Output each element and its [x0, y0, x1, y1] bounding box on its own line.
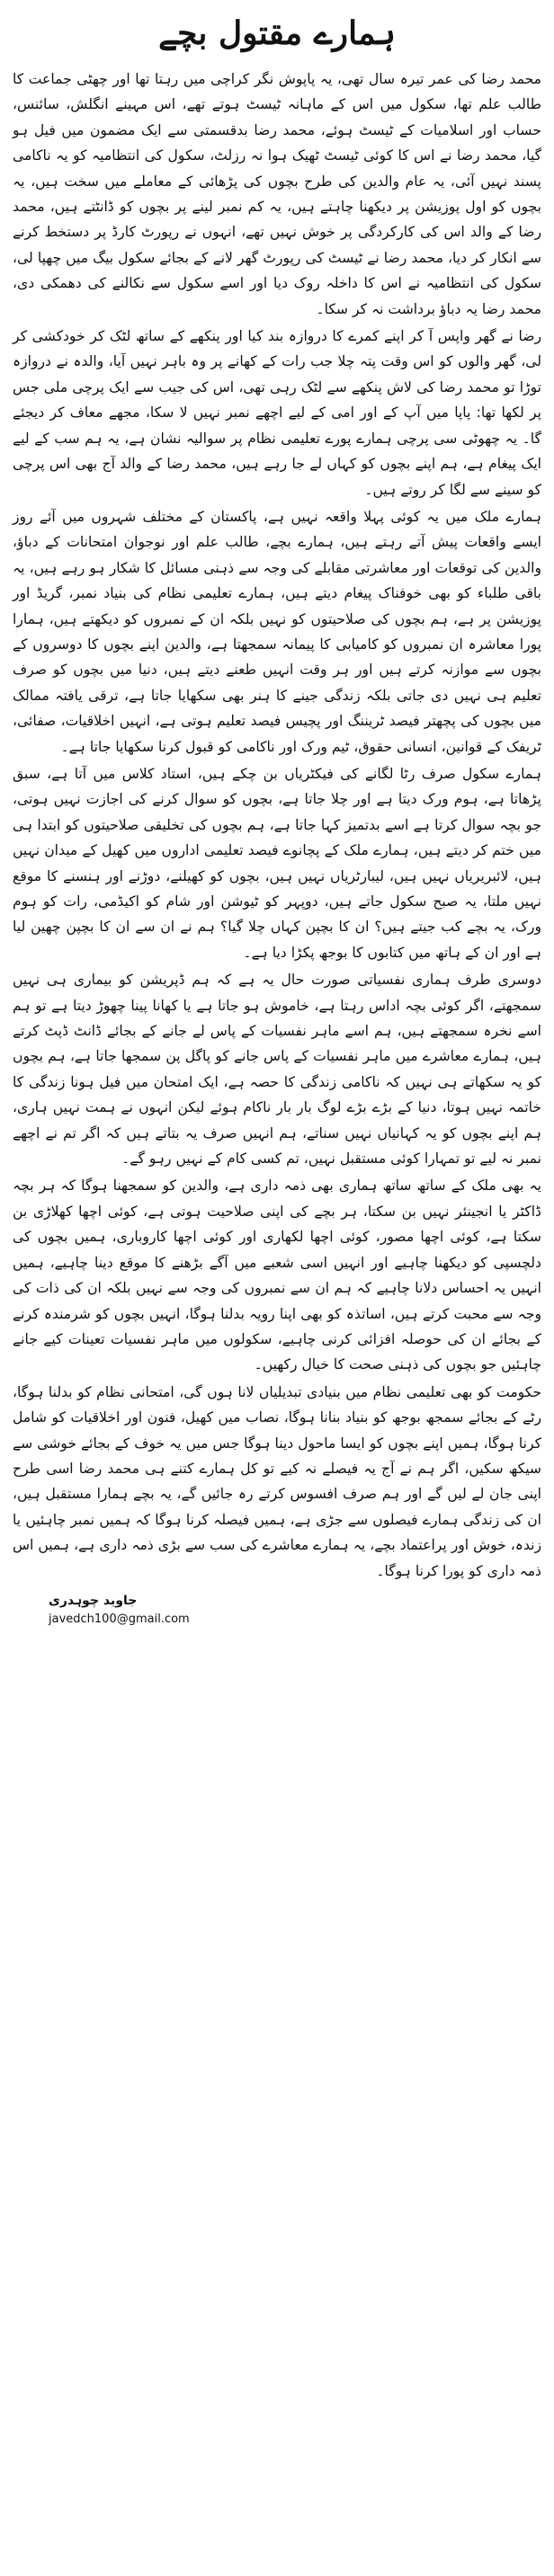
article-paragraph: ہمارے ملک میں یہ کوئی پہلا واقعہ نہیں ہے، پاکستان کے مختلف شہروں میں آئے روز ایسے واقعات پیش آتے رہتے ہیں، ہمارے بچے، طالب علم اور نوجوان امتحانات کے دباؤ، والدین کی توقعات اور معاشرتی مقابلے کی وجہ سے ذہنی مسائل کا شکار ہو رہے ہیں، یہ باقی طلباء کو بھی خوفناک پیغام دیتے ہیں، ہمارے تعلیمی نظام کی بنیاد نمبر، گریڈ اور پوزیشن پر ہے، ہم بچوں کی صلاحیتوں کو نہیں بلکہ ان کے نمبروں کو دیکھتے ہیں، ہمارا پورا معاشرہ ان نمبروں کو کامیابی کا پیمانہ سمجھتا ہے، والدین اپنے بچوں کا دوسروں کے بچوں سے موازنہ کرتے ہیں اور ہر وقت انہیں طعنے دیتے ہیں، دنیا میں بچوں کو صرف تعلیم ہی نہیں دی جاتی بلکہ زندگی جینے کا ہنر بھی سکھایا جاتا ہے، ترقی یافتہ ممالک میں بچوں کی پچھتر فیصد ٹریننگ اور پچیس فیصد تعلیم ہوتی ہے، انہیں اخلاقیات، صفائی، ٹریفک کے قوانین، انسانی حقوق، ٹیم ورک اور ناکامی کو قبول کرنا سکھایا جاتا ہے۔: [13, 508, 541, 755]
article-paragraph: یہ بھی ملک کے ساتھ ساتھ ہماری بھی ذمہ داری ہے، والدین کو سمجھنا ہوگا کہ ہر بچہ ڈاکٹر یا انجینئر نہیں بن سکتا، ہر بچے کی اپنی صلاحیت ہوتی ہے، کوئی اچھا کھلاڑی بن سکتا ہے، کوئی اچھا مصور، کوئی اچھا لکھاری اور کوئی اچھا کاروباری، ہمیں بچوں کی دلچسپی کو دیکھنا چاہیے اور انہیں اسی شعبے میں آگے بڑھنے کا موقع دینا چاہیے، ہمیں انہیں یہ احساس دلانا چاہیے کہ ہم ان سے نمبروں کی وجہ سے نہیں بلکہ ان کی ذات کی وجہ سے محبت کرتے ہیں، اساتذہ کو بھی اپنا رویہ بدلنا ہوگا، انہیں بچوں کو شرمندہ کرنے کے بجائے ان کی حوصلہ افزائی کرنی چاہیے، سکولوں میں ماہر نفسیات تعینات کیے جانے چاہئیں جو بچوں کی ذہنی صحت کا خیال رکھیں۔: [13, 1177, 541, 1373]
article-paragraph: حکومت کو بھی تعلیمی نظام میں بنیادی تبدیلیاں لانا ہوں گی، امتحانی نظام کو بدلنا ہوگا، رٹے کے بجائے سمجھ بوجھ کو بنیاد بنانا ہوگا، نصاب میں کھیل، فنون اور اخلاقیات کو شامل کرنا ہوگا، ہمیں اپنے بچوں کو ایسا ماحول دینا ہوگا جس میں یہ خوف کے بجائے خوشی سے سیکھ سکیں، اگر ہم نے آج یہ فیصلے نہ کیے تو کل ہمارے کتنے ہی محمد رضا اسی طرح اپنی جان لے لیں گے اور ہم صرف افسوس کرتے رہ جائیں گے، یہ بچے ہمارا مستقبل ہیں، ان کی زندگی ہمارے فیصلوں سے جڑی ہے، ہمیں فیصلہ کرنا ہوگا کہ ہمیں نمبر چاہئیں یا زندہ، خوش اور پراعتماد بچے، یہ ہمارے معاشرے کی سب سے بڑی ذمہ داری ہے، ہمیں اس ذمہ داری کو پورا کرنا ہوگا۔: [13, 1383, 541, 1579]
article-paragraph: محمد رضا کی عمر تیرہ سال تھی، یہ پاپوش نگر کراچی میں رہتا تھا اور چھٹی جماعت کا طالب علم تھا، سکول میں اس کے ماہانہ ٹیسٹ ہوتے تھے، اس مہینے انگلش، سائنس، حساب اور اسلامیات کے ٹیسٹ ہوئے، محمد رضا بدقسمتی سے ایک مضمون میں فیل ہو گیا، محمد رضا نے اس کا کوئی ٹیسٹ ٹھیک ہوا نہ رزلٹ، سکول کی انتظامیہ کو یہ ناکامی پسند نہیں آئی، یہ عام والدین کی طرح بچوں کی پڑھائی کے معاملے میں سخت ہیں، یہ بچوں کو اول پوزیشن پر دیکھنا چاہتے ہیں، یہ کم نمبر لینے پر بچوں کو ڈانٹتے ہیں، محمد رضا کے والد اس کی کارکردگی پر خوش نہیں تھے، انہوں نے رپورٹ کارڈ پر دستخط کرنے سے انکار کر دیا، محمد رضا نے ٹیسٹ کی رپورٹ گھر لانے کے بجائے سکول بیگ میں چھپا لی، سکول کی انتظامیہ نے اس کا داخلہ روک دیا اور اسے سکول سے نکالنے کی دھمکی دی، محمد رضا یہ دباؤ برداشت نہ کر سکا۔: [13, 71, 541, 317]
article-paragraph: دوسری طرف ہماری نفسیاتی صورت حال یہ ہے کہ ہم ڈپریشن کو بیماری ہی نہیں سمجھتے، اگر کوئی بچہ اداس رہتا ہے، خاموش ہو جاتا ہے یا کھانا پینا چھوڑ دیتا ہے تو ہم اسے نخرہ سمجھتے ہیں، ہم اسے ماہر نفسیات کے پاس لے جانے کے بجائے ڈانٹ ڈپٹ کرتے ہیں، ہمارے معاشرے میں ماہر نفسیات کے پاس جانے کو پاگل پن سمجھا جاتا ہے، ہم بچوں کو یہ سکھاتے ہی نہیں کہ ناکامی زندگی کا حصہ ہے، ایک امتحان میں فیل ہونا زندگی کا خاتمہ نہیں ہوتا، دنیا کے بڑے بڑے لوگ بار بار ناکام ہوئے لیکن انہوں نے ہمت نہیں ہاری، ہم اپنے بچوں کو یہ کہانیاں نہیں سناتے، ہم انہیں صرف یہ بتاتے ہیں کہ اگر تم نے اچھے نمبر نہ لیے تو تمہارا کوئی مستقبل نہیں، تم کسی کام کے نہیں رہو گے۔: [13, 972, 541, 1168]
article-body: [13, 67, 541, 1584]
article-paragraph: ہمارے سکول صرف رٹا لگانے کی فیکٹریاں بن چکے ہیں، استاد کلاس میں آتا ہے، سبق پڑھاتا ہے، ہوم ورک دیتا ہے اور چلا جاتا ہے، بچوں کو سوال کرنے کی اجازت نہیں ہوتی، جو بچہ سوال کرتا ہے اسے بدتمیز کہا جاتا ہے، ہم بچوں کی تخلیقی صلاحیتوں کو ابتدا ہی میں ختم کر دیتے ہیں، ہمارے ملک کے پچانوے فیصد تعلیمی اداروں میں کھیل کے میدان نہیں ہیں، لائبریریاں نہیں ہیں، لیبارٹریاں نہیں ہیں، بچوں کو کھیلنے، دوڑنے اور ہنسنے کا موقع نہیں ملتا، یہ صبح سکول جاتے ہیں، دوپہر کو ٹیوشن اور شام کو اکیڈمی، رات کو ہوم ورک، یہ بچے کب جیتے ہیں؟ ان کا بچپن کہاں چلا گیا؟ ہم نے ان سے ان کا بچپن چھین لیا ہے اور ان کے ہاتھ میں کتابوں کا بوجھ پکڑا دیا ہے۔: [13, 765, 541, 961]
article-paragraph: رضا نے گھر واپس آ کر اپنے کمرے کا دروازہ بند کیا اور پنکھے کے ساتھ لٹک کر خودکشی کر لی، گھر والوں کو اس وقت پتہ چلا جب رات کے کھانے پر وہ باہر نہیں آیا، والدہ نے دروازہ توڑا تو محمد رضا کی لاش پنکھے سے لٹک رہی تھی، اس کی جیب سے ایک پرچی ملی جس پر لکھا تھا: پاپا میں آپ کے اور امی کے لیے اچھے نمبر نہیں لا سکا، مجھے معاف کر دیجئے گا۔ یہ چھوٹی سی پرچی ہمارے پورے تعلیمی نظام پر سوالیہ نشان ہے، یہ ہم سب کے لیے ایک پیغام ہے، ہم اپنے بچوں کو کہاں لے جا رہے ہیں، محمد رضا کے والد آج بھی اس پرچی کو سینے سے لگا کر روتے ہیں۔: [13, 328, 541, 498]
author-name: جاوید چوہدری: [49, 1593, 138, 1608]
article-title: ہمارے مقتول بچے: [158, 14, 396, 52]
author-email: javedch100@gmail.com: [49, 1612, 190, 1626]
